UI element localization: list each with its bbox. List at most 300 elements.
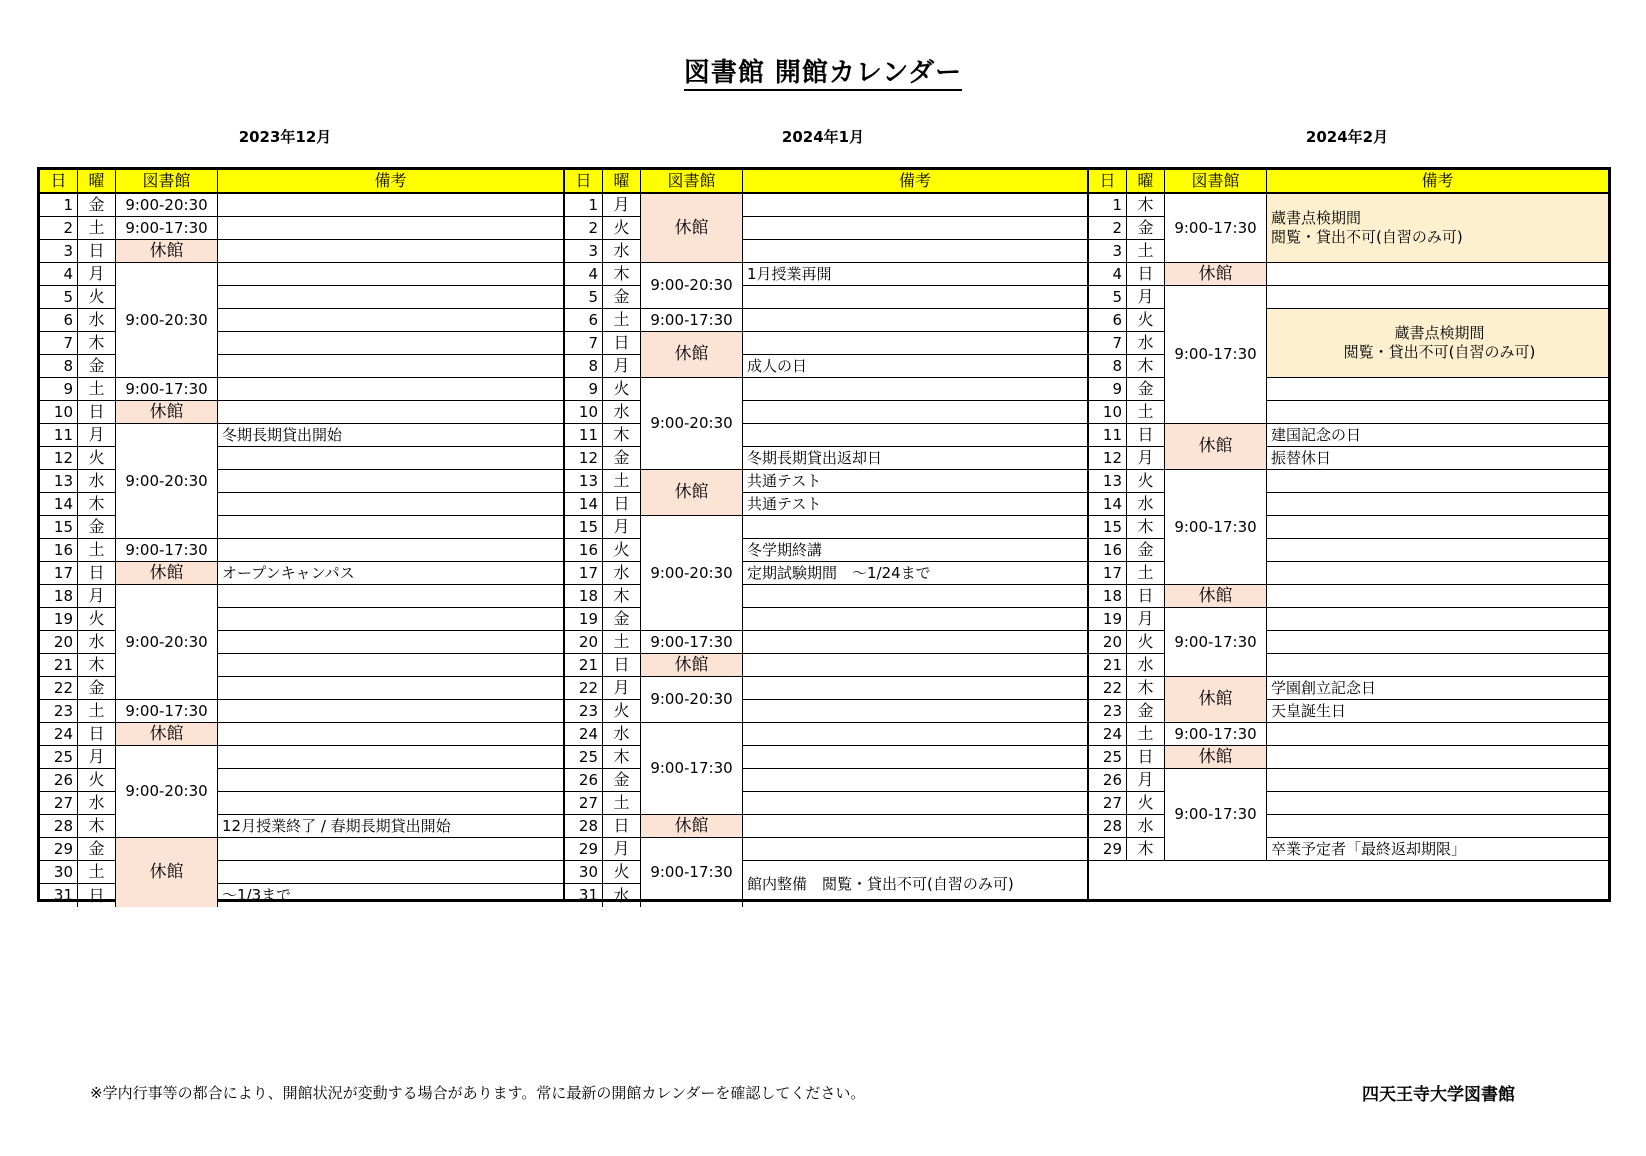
day-number: 19 [565,608,603,631]
weekday: 火 [78,286,116,309]
library-closed: 休館 [1165,677,1267,723]
day-number: 17 [40,562,78,585]
note: 1月授業再開 [743,263,1087,286]
weekday: 木 [78,815,116,838]
weekday: 木 [1127,677,1165,700]
weekday: 木 [78,493,116,516]
library-closed: 休館 [641,194,743,263]
weekday: 火 [603,861,641,884]
header-day: 日 [565,170,603,194]
day-number: 5 [40,286,78,309]
weekday: 火 [1127,631,1165,654]
weekday: 月 [603,838,641,861]
note [218,654,563,677]
weekday: 水 [1127,493,1165,516]
day-number: 25 [40,746,78,769]
day-number: 13 [1089,470,1127,493]
note: 建国記念の日 [1267,424,1608,447]
note: 天皇誕生日 [1267,700,1608,723]
library-hours: 9:00-20:30 [116,424,218,539]
header-note: 備考 [743,170,1087,194]
weekday: 日 [603,332,641,355]
note [743,838,1087,861]
day-number: 17 [1089,562,1127,585]
note [743,194,1087,217]
weekday: 月 [603,355,641,378]
note [743,792,1087,815]
weekday: 月 [1127,286,1165,309]
note: ～1/3まで [222,886,292,904]
note-inspection-detail: 閲覧・貸出不可(自習のみ可) [1271,228,1463,246]
day-number: 13 [40,470,78,493]
weekday: 土 [78,539,116,562]
weekday: 月 [603,516,641,539]
note [218,631,563,654]
note: 学園創立記念日 [1267,677,1608,700]
library-hours: 9:00-20:30 [641,677,743,723]
weekday: 土 [78,700,116,723]
note [1267,562,1608,585]
library-closed: 休館 [116,838,218,907]
weekday: 日 [603,493,641,516]
note [1267,608,1608,631]
weekday: 金 [603,769,641,792]
library-hours: 9:00-17:30 [1165,194,1267,263]
day-number: 11 [1089,424,1127,447]
day-number: 22 [1089,677,1127,700]
day-number: 15 [40,516,78,539]
library-closed: 休館 [1165,746,1267,769]
weekday: 水 [603,723,641,746]
day-number: 15 [1089,516,1127,539]
weekday: 月 [78,585,116,608]
weekday: 水 [603,562,641,585]
weekday: 月 [603,677,641,700]
note [743,309,1087,332]
page-title-text: 図書館 開館カレンダー [684,58,962,91]
library-hours: 9:00-17:30 [1165,286,1267,424]
library-hours: 9:00-17:30 [1165,723,1267,746]
weekday: 金 [1127,217,1165,240]
day-number: 10 [1089,401,1127,424]
day-number: 24 [1089,723,1127,746]
note [218,746,563,769]
note [218,401,563,424]
weekday: 木 [1127,355,1165,378]
day-number: 23 [40,700,78,723]
day-number: 2 [40,217,78,240]
day-number: 7 [565,332,603,355]
weekday: 月 [1127,608,1165,631]
day-number: 12 [40,447,78,470]
note [218,608,563,631]
note [743,401,1087,424]
note [1267,286,1608,309]
library-closed: 休館 [1165,263,1267,286]
empty-area [1089,861,1608,907]
note [743,654,1087,677]
header-library: 図書館 [1165,170,1267,194]
header-weekday: 曜 [78,170,116,194]
day-number: 1 [565,194,603,217]
day-number: 3 [40,240,78,263]
day-number: 8 [40,355,78,378]
library-hours: 9:00-20:30 [641,516,743,631]
library-hours: 9:00-17:30 [116,217,218,240]
day-number: 16 [40,539,78,562]
day-number: 16 [1089,539,1127,562]
day-number: 8 [565,355,603,378]
weekday: 土 [78,861,116,884]
note: 冬期長期貸出返却日 [743,447,1087,470]
weekday: 金 [603,286,641,309]
weekday: 火 [1127,470,1165,493]
day-number: 8 [1089,355,1127,378]
library-closed: 休館 [116,723,218,746]
note [218,516,563,539]
note [743,700,1087,723]
note-inspection-title: 蔵書点検期間 [1271,209,1362,228]
weekday: 日 [1127,585,1165,608]
day-number: 28 [1089,815,1127,838]
day-number: 6 [565,309,603,332]
day-number: 7 [1089,332,1127,355]
note [1267,723,1608,746]
day-number: 26 [1089,769,1127,792]
day-number: 9 [565,378,603,401]
note [218,332,563,355]
day-number: 2 [1089,217,1127,240]
day-number: 26 [40,769,78,792]
library-hours: 9:00-17:30 [1165,608,1267,677]
note [743,332,1087,355]
day-number: 21 [565,654,603,677]
weekday: 水 [603,401,641,424]
day-number: 20 [1089,631,1127,654]
weekday: 水 [78,470,116,493]
month-label-jan: 2024年1月 [781,128,865,146]
weekday: 水 [1127,654,1165,677]
weekday: 日 [78,723,116,746]
weekday: 月 [78,263,116,286]
day-number: 31 [40,884,78,907]
month-table-feb [1089,170,1608,899]
weekday: 水 [603,240,641,263]
weekday: 金 [78,677,116,700]
weekday: 火 [603,217,641,240]
note [743,815,1087,838]
weekday: 日 [78,562,116,585]
note [1267,746,1608,769]
note: 冬学期終講 [743,539,1087,562]
weekday: 土 [1127,562,1165,585]
note [218,769,563,792]
note [218,355,563,378]
note [218,723,563,746]
note [743,608,1087,631]
note: 成人の日 [743,355,1087,378]
header-library: 図書館 [116,170,218,194]
footer-organization: 四天王寺大学図書館 [1362,1085,1515,1105]
day-number: 11 [40,424,78,447]
day-number: 7 [40,332,78,355]
weekday: 火 [78,769,116,792]
weekday: 火 [603,700,641,723]
library-hours: 9:00-20:30 [116,585,218,700]
note [1267,401,1608,424]
note [218,792,563,815]
weekday: 金 [1127,378,1165,401]
library-closed: 休館 [116,562,218,585]
day-number: 24 [40,723,78,746]
day-number: 25 [565,746,603,769]
note [218,263,563,286]
day-number: 14 [40,493,78,516]
weekday: 金 [78,355,116,378]
day-number: 29 [1089,838,1127,861]
note [218,539,563,562]
weekday: 木 [78,332,116,355]
note [218,493,563,516]
weekday: 火 [78,447,116,470]
library-closed: 休館 [641,815,743,838]
library-closed: 休館 [641,332,743,378]
weekday: 火 [603,539,641,562]
note: オープンキャンパス [218,562,563,585]
note [743,769,1087,792]
weekday: 日 [1127,263,1165,286]
day-number: 10 [565,401,603,424]
weekday: 土 [78,378,116,401]
library-hours: 9:00-17:30 [641,309,743,332]
library-hours: 9:00-20:30 [641,378,743,470]
note [218,240,563,263]
day-number: 26 [565,769,603,792]
header-note: 備考 [218,170,563,194]
day-number: 3 [1089,240,1127,263]
note [1267,631,1608,654]
note [218,217,563,240]
day-number: 29 [565,838,603,861]
note: 冬期長期貸出開始 [218,424,563,447]
library-hours: 9:00-17:30 [116,700,218,723]
note [1267,470,1608,493]
day-number: 21 [1089,654,1127,677]
day-number: 22 [40,677,78,700]
day-number: 6 [1089,309,1127,332]
note [1267,493,1608,516]
note [743,677,1087,700]
day-number: 14 [1089,493,1127,516]
weekday: 日 [78,240,116,263]
library-closed: 休館 [116,401,218,424]
day-number: 5 [565,286,603,309]
day-number: 27 [565,792,603,815]
library-closed: 休館 [641,470,743,516]
header-weekday: 曜 [1127,170,1165,194]
note: 12月授業終了 / 春期長期貸出開始 [218,815,563,838]
note: 定期試験期間 ～1/24まで [743,562,1087,585]
weekday: 土 [1127,401,1165,424]
weekday: 木 [603,263,641,286]
note [218,309,563,332]
weekday: 火 [1127,792,1165,815]
library-hours: 9:00-20:30 [116,263,218,378]
day-number: 30 [40,861,78,884]
day-number: 24 [565,723,603,746]
note-inspection [1267,309,1608,378]
day-number: 22 [565,677,603,700]
day-number: 17 [565,562,603,585]
weekday: 火 [78,608,116,631]
day-number: 28 [40,815,78,838]
weekday: 土 [1127,240,1165,263]
weekday: 月 [78,424,116,447]
library-hours: 9:00-17:30 [641,838,743,907]
month-table-dec [40,170,565,905]
weekday: 火 [603,378,641,401]
day-number: 4 [40,263,78,286]
day-number: 4 [1089,263,1127,286]
day-number: 13 [565,470,603,493]
calendar-table [37,167,1611,905]
weekday: 土 [603,309,641,332]
library-hours: 9:00-20:30 [116,194,218,217]
weekday: 金 [78,516,116,539]
note [743,746,1087,769]
note [743,286,1087,309]
note [218,447,563,470]
day-number: 9 [40,378,78,401]
note-inspection-detail: 閲覧・貸出不可(自習のみ可) [1343,343,1536,361]
note [743,723,1087,746]
day-number: 23 [565,700,603,723]
day-number: 18 [565,585,603,608]
weekday: 日 [1127,746,1165,769]
weekday: 木 [603,585,641,608]
header-library: 図書館 [641,170,743,194]
note [218,585,563,608]
day-number: 27 [1089,792,1127,815]
day-number: 3 [565,240,603,263]
weekday: 木 [1127,838,1165,861]
note [743,585,1087,608]
day-number: 23 [1089,700,1127,723]
note [743,631,1087,654]
note [1267,378,1608,401]
library-hours: 9:00-17:30 [1165,769,1267,861]
note-inspection [1267,194,1608,263]
weekday: 月 [603,194,641,217]
weekday: 土 [603,792,641,815]
weekday: 月 [78,746,116,769]
weekday: 金 [1127,539,1165,562]
note: 振替休日 [1267,447,1608,470]
weekday: 日 [603,654,641,677]
day-number: 14 [565,493,603,516]
weekday: 木 [603,746,641,769]
weekday: 水 [603,884,641,907]
note [218,286,563,309]
weekday: 木 [1127,194,1165,217]
day-number: 25 [1089,746,1127,769]
month-label-feb: 2024年2月 [1305,128,1389,146]
weekday: 水 [78,309,116,332]
weekday: 水 [78,631,116,654]
note-inspection-title: 蔵書点検期間 [1394,324,1485,343]
weekday: 金 [603,608,641,631]
weekday: 土 [78,217,116,240]
day-number: 30 [565,861,603,884]
note [1267,815,1608,838]
note: 卒業予定者「最終返却期限」 [1267,838,1608,861]
note [743,217,1087,240]
day-number: 20 [40,631,78,654]
library-hours: 9:00-20:30 [641,263,743,309]
day-number: 18 [40,585,78,608]
day-number: 2 [565,217,603,240]
day-number: 20 [565,631,603,654]
note [1267,769,1608,792]
month-label-dec: 2023年12月 [238,128,332,146]
note [743,378,1087,401]
day-number: 11 [565,424,603,447]
library-closed: 休館 [1165,585,1267,608]
note [218,378,563,401]
weekday: 水 [78,792,116,815]
note [218,700,563,723]
day-number: 5 [1089,286,1127,309]
note: 共通テスト [743,470,1087,493]
day-number: 10 [40,401,78,424]
note [1267,585,1608,608]
weekday: 金 [1127,700,1165,723]
note [1267,654,1608,677]
weekday: 土 [1127,723,1165,746]
day-number: 9 [1089,378,1127,401]
header-note: 備考 [1267,170,1608,194]
note [743,424,1087,447]
day-number: 6 [40,309,78,332]
day-number: 29 [40,838,78,861]
library-hours: 9:00-17:30 [116,539,218,562]
note: 館内整備 閲覧・貸出不可(自習のみ可) [747,874,1014,893]
weekday: 金 [78,838,116,861]
day-number: 27 [40,792,78,815]
weekday: 水 [1127,815,1165,838]
note [218,470,563,493]
library-hours: 9:00-17:30 [1165,470,1267,585]
weekday: 月 [1127,769,1165,792]
note: 共通テスト [743,493,1087,516]
footer-note: ※学内行事等の都合により、開館状況が変動する場合があります。常に最新の開館カレンダーを確認してください。 [90,1084,866,1102]
weekday: 月 [1127,447,1165,470]
weekday: 木 [78,654,116,677]
library-closed: 休館 [116,240,218,263]
weekday: 水 [1127,332,1165,355]
note [218,838,563,861]
header-day: 日 [40,170,78,194]
weekday: 日 [603,815,641,838]
header-weekday: 曜 [603,170,641,194]
day-number: 15 [565,516,603,539]
library-hours: 9:00-17:30 [641,631,743,654]
day-number: 1 [40,194,78,217]
day-number: 19 [1089,608,1127,631]
weekday: 火 [1127,309,1165,332]
weekday: 金 [78,194,116,217]
note [218,677,563,700]
